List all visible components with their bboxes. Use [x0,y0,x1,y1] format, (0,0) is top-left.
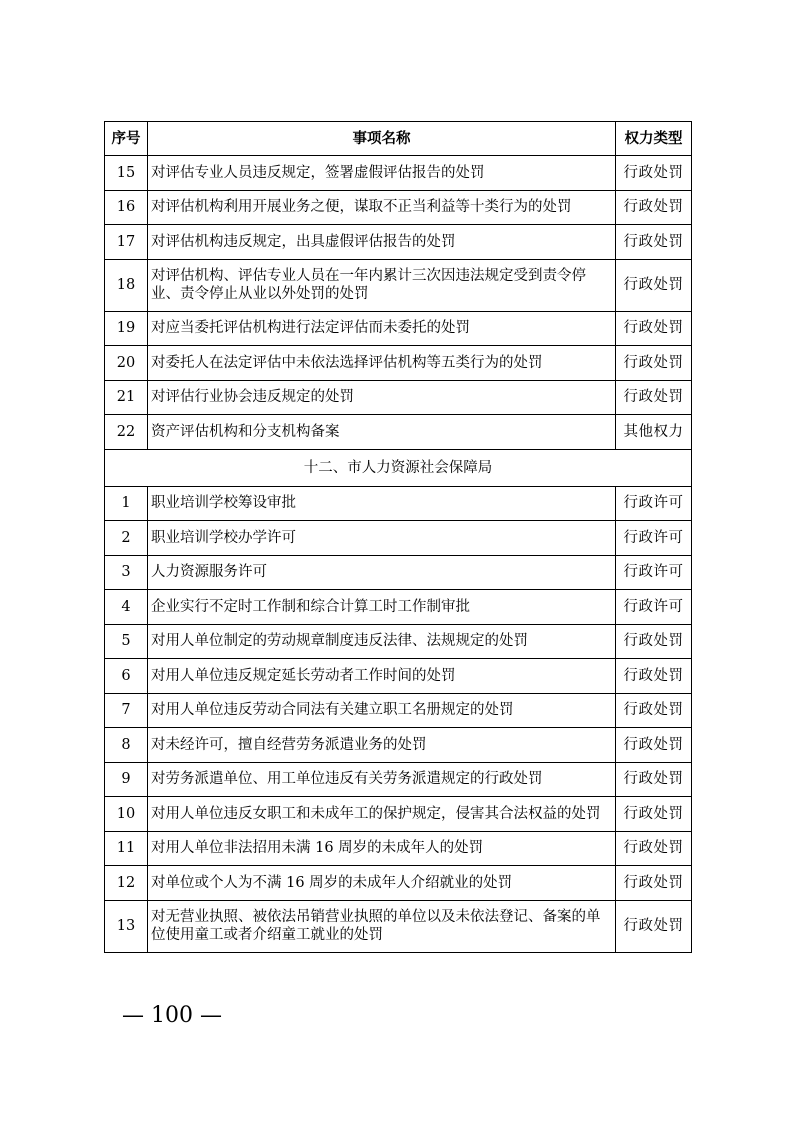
row-power-type: 行政处罚 [616,900,692,952]
row-number: 19 [105,311,148,346]
table-row [105,797,692,832]
row-power-type: 行政处罚 [616,797,692,832]
table-body-bottom [105,486,692,952]
row-number: 1 [105,486,148,521]
row-item-name: 企业实行不定时工作制和综合计算工时工作制审批 [148,590,616,625]
row-item-name: 对委托人在法定评估中未依法选择评估机构等五类行为的处罚 [148,346,616,381]
table-row [105,624,692,659]
row-number: 22 [105,415,148,450]
table-row [105,190,692,225]
table-row [105,486,692,521]
table-row [105,590,692,625]
row-power-type: 行政处罚 [616,190,692,225]
row-number: 15 [105,156,148,191]
row-power-type: 行政处罚 [616,728,692,763]
header-item-name: 事项名称 [148,122,616,156]
table-row [105,380,692,415]
row-item-name: 对用人单位制定的劳动规章制度违反法律、法规规定的处罚 [148,624,616,659]
section-row [105,449,692,486]
row-item-name: 资产评估机构和分支机构备案 [148,415,616,450]
row-power-type: 行政处罚 [616,624,692,659]
table-row [105,259,692,311]
row-number: 2 [105,521,148,556]
table-row [105,555,692,590]
table-row [105,728,692,763]
row-item-name: 对评估专业人员违反规定，签署虚假评估报告的处罚 [148,156,616,191]
row-number: 6 [105,659,148,694]
row-power-type: 行政处罚 [616,831,692,866]
row-number: 3 [105,555,148,590]
row-item-name: 对评估机构利用开展业务之便，谋取不正当利益等十类行为的处罚 [148,190,616,225]
row-power-type: 行政处罚 [616,311,692,346]
row-power-type: 其他权力 [616,415,692,450]
row-power-type: 行政许可 [616,590,692,625]
table-row [105,415,692,450]
row-item-name: 对评估机构、评估专业人员在一年内累计三次因违法规定受到责令停业、责令停止从业以外处罚的处罚 [148,259,616,311]
table-body-top [105,156,692,450]
row-power-type: 行政许可 [616,521,692,556]
row-item-name: 对用人单位非法招用未满 16 周岁的未成年人的处罚 [148,831,616,866]
header-power-type: 权力类型 [616,122,692,156]
row-item-name: 对劳务派遣单位、用工单位违反有关劳务派遣规定的行政处罚 [148,762,616,797]
row-number: 13 [105,900,148,952]
row-power-type: 行政处罚 [616,156,692,191]
row-power-type: 行政许可 [616,555,692,590]
row-power-type: 行政处罚 [616,866,692,901]
row-item-name: 对单位或个人为不满 16 周岁的未成年人介绍就业的处罚 [148,866,616,901]
row-number: 16 [105,190,148,225]
table-row [105,225,692,260]
table-row [105,659,692,694]
row-item-name: 对未经许可，擅自经营劳务派遣业务的处罚 [148,728,616,763]
row-number: 18 [105,259,148,311]
table-row [105,762,692,797]
row-power-type: 行政处罚 [616,659,692,694]
table-row [105,346,692,381]
row-number: 10 [105,797,148,832]
row-item-name: 对无营业执照、被依法吊销营业执照的单位以及未依法登记、备案的单位使用童工或者介绍童工就业的处罚 [148,900,616,952]
table-row [105,693,692,728]
row-power-type: 行政许可 [616,486,692,521]
row-item-name: 对评估机构违反规定，出具虚假评估报告的处罚 [148,225,616,260]
row-item-name: 职业培训学校办学许可 [148,521,616,556]
row-item-name: 对用人单位违反规定延长劳动者工作时间的处罚 [148,659,616,694]
table-row [105,866,692,901]
row-power-type: 行政处罚 [616,225,692,260]
row-item-name: 职业培训学校筹设审批 [148,486,616,521]
row-power-type: 行政处罚 [616,259,692,311]
row-item-name: 对用人单位违反女职工和未成年工的保护规定，侵害其合法权益的处罚 [148,797,616,832]
row-power-type: 行政处罚 [616,380,692,415]
row-number: 4 [105,590,148,625]
table-row [105,831,692,866]
section-title: 十二、市人力资源社会保障局 [105,449,692,486]
page-number: — 100 — [122,1003,222,1028]
row-number: 9 [105,762,148,797]
row-number: 7 [105,693,148,728]
row-number: 20 [105,346,148,381]
row-number: 12 [105,866,148,901]
row-number: 17 [105,225,148,260]
table-row [105,311,692,346]
row-power-type: 行政处罚 [616,762,692,797]
row-number: 21 [105,380,148,415]
row-power-type: 行政处罚 [616,346,692,381]
row-item-name: 对应当委托评估机构进行法定评估而未委托的处罚 [148,311,616,346]
row-power-type: 行政处罚 [616,693,692,728]
row-number: 5 [105,624,148,659]
header-number: 序号 [105,122,148,156]
power-list-table [104,121,692,953]
table-header-row [105,122,692,156]
row-number: 11 [105,831,148,866]
row-item-name: 对用人单位违反劳动合同法有关建立职工名册规定的处罚 [148,693,616,728]
section-body [105,449,692,486]
row-item-name: 人力资源服务许可 [148,555,616,590]
table-row [105,521,692,556]
row-item-name: 对评估行业协会违反规定的处罚 [148,380,616,415]
row-number: 8 [105,728,148,763]
table-row [105,900,692,952]
table-row [105,156,692,191]
